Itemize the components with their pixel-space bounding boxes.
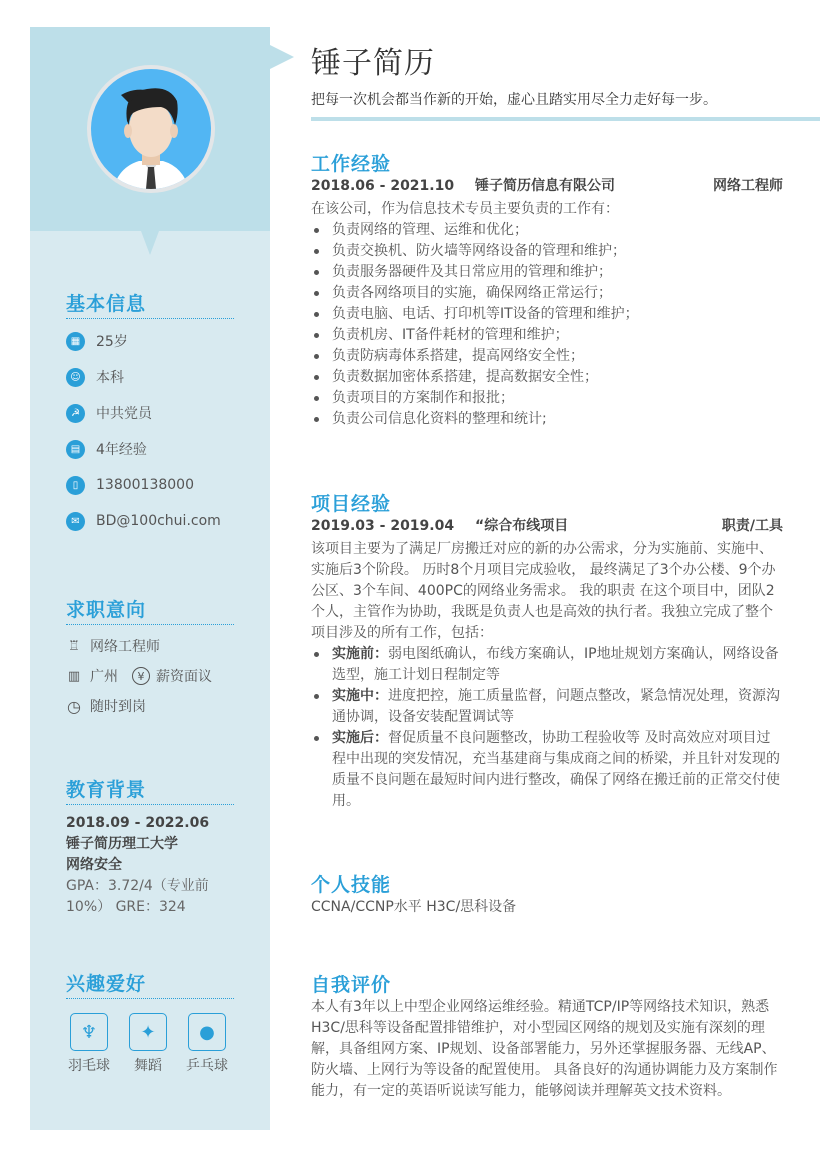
ping-pong-icon: ● <box>188 1013 226 1051</box>
list-item: 负责防病毒体系搭建，提高网络安全性； <box>311 346 783 367</box>
basic-info-title: 基本信息 <box>66 289 234 319</box>
phase-label: 实施前： <box>332 646 388 662</box>
badminton-icon: ♆ <box>70 1013 108 1051</box>
info-email-text[interactable]: BD@100chui.com <box>96 513 221 529</box>
intent-availability <box>66 691 234 721</box>
hobby-dance <box>129 1013 167 1075</box>
work-title: 工作经验 <box>311 153 392 175</box>
phase-label: 实施后： <box>332 730 388 746</box>
skills-section <box>311 873 783 918</box>
project-intro: 该项目主要为了满足厂房搬迁对应的新的办公需求，分为实施前、实施中、实施后3个阶段。 历时8个月项目完成验收， 最终满足了3个办公楼、9个办公区、3个车间、400PC的网络业务需求。 我的职责 在这个项目中，团队2个人，主管作为协助，我既是负责人也是高效的执行者。我独立完成了整个项目涉及的所有工作，包括： <box>311 541 776 641</box>
edu-gpa: GPA：3.72/4（专业前10%） GRE：324 <box>66 878 209 915</box>
calendar-icon: ▦ <box>66 332 85 351</box>
list-item: 负责服务器硬件及其日常应用的管理和维护； <box>311 262 783 283</box>
project-name: “综合布线项目 <box>475 518 569 534</box>
pointer-right <box>270 45 294 69</box>
list-item <box>311 644 783 686</box>
graduation-cap-icon: ☺ <box>66 368 85 387</box>
hobbies-title: 兴趣爱好 <box>66 969 234 999</box>
self-eval-text: 本人有3年以上中型企业网络运维经验。精通TCP/IP等网络技术知识，熟悉H3C/思科等设备配置排错维护，对小型园区网络的规划及实施有深刻的理解，具备组网方案、IP规划、设备部署能力，另外还掌握服务器、无线AP、防火墙、上网行为等设备的配置使用。 具备良好的沟通协调能力及方案制作能力，有一定的英语听说读写能力，能够阅读并理解英文技术资料。 <box>311 999 778 1099</box>
hobby-label: 羽毛球 <box>68 1058 110 1074</box>
education-title: 教育背景 <box>66 775 234 805</box>
phase-text: 督促质量不良问题整改，协助工程验收等 及时高效应对项目过程中出现的突发情况，充当基建商与集成商之间的桥梁，并且针对发现的质量不良问题在最短时间内进行整改，确保了网络在搬迁前的正常交付使用。 <box>332 730 780 809</box>
hobbies-section <box>66 969 234 1075</box>
self-eval-section <box>311 973 783 1102</box>
hobby-badminton <box>70 1013 108 1075</box>
intent-city-text: 广州 <box>90 669 118 685</box>
list-item: 负责各网络项目的实施，确保网络正常运行； <box>311 283 783 304</box>
info-degree-text: 本科 <box>96 370 124 386</box>
edu-dates: 2018.09 - 2022.06 <box>66 815 210 831</box>
list-item: 负责机房、IT备件耗材的管理和维护； <box>311 325 783 346</box>
project-title: 项目经验 <box>311 493 392 515</box>
list-item: 负责交换机、防火墙等网络设备的管理和维护； <box>311 241 783 262</box>
list-item <box>311 728 783 812</box>
work-section <box>311 152 783 430</box>
intent-position <box>66 631 234 661</box>
info-experience <box>66 431 234 467</box>
tie-icon: ♖ <box>68 638 80 654</box>
phone-icon: ▯ <box>66 476 85 495</box>
work-duties <box>311 220 783 430</box>
info-political-text: 中共党员 <box>96 406 152 422</box>
mail-icon: ✉ <box>66 512 85 531</box>
list-item: 负责电脑、电话、打印机等IT设备的管理和维护； <box>311 304 783 325</box>
profile-header <box>30 27 270 231</box>
clipboard-icon: ▤ <box>66 440 85 459</box>
project-dates: 2019.03 - 2019.04 <box>311 518 455 534</box>
info-age-text: 25岁 <box>96 334 128 350</box>
list-item: 负责项目的方案制作和报批； <box>311 388 783 409</box>
edu-major: 网络安全 <box>66 857 122 873</box>
header-divider <box>311 117 820 121</box>
info-age <box>66 323 234 359</box>
info-political <box>66 395 234 431</box>
intent-position-text: 网络工程师 <box>90 639 160 655</box>
edu-school: 锤子简历理工大学 <box>66 836 178 852</box>
hobby-label: 乒乓球 <box>186 1058 228 1074</box>
clock-icon: ◷ <box>67 696 81 716</box>
person-icon <box>91 69 211 189</box>
intent-city-salary <box>66 661 234 691</box>
yen-icon: ¥ <box>132 667 150 685</box>
avatar-illustration <box>91 69 211 189</box>
phase-label: 实施中： <box>332 688 388 704</box>
work-company: 锤子简历信息有限公司 <box>475 178 615 194</box>
skills-text: CCNA/CCNP水平 H3C/思科设备 <box>311 899 517 915</box>
work-dates: 2018.06 - 2021.10 <box>311 178 455 194</box>
basic-info-section <box>66 289 234 539</box>
work-header <box>311 176 783 196</box>
building-icon: ▥ <box>67 668 81 684</box>
info-degree <box>66 359 234 395</box>
project-phases <box>311 644 783 812</box>
avatar <box>87 65 215 193</box>
list-item <box>311 686 783 728</box>
list-item: 负责数据加密体系搭建，提高数据安全性； <box>311 367 783 388</box>
hobby-ping-pong <box>188 1013 226 1075</box>
intent-availability-text: 随时到岗 <box>90 699 146 715</box>
self-eval-title: 自我评价 <box>311 974 392 996</box>
project-section <box>311 492 783 812</box>
info-email <box>66 503 234 539</box>
hobby-label: 舞蹈 <box>134 1058 162 1074</box>
pointer-down <box>141 231 159 255</box>
intent-salary-text: 薪资面议 <box>156 669 212 685</box>
project-header <box>311 516 783 536</box>
info-phone <box>66 467 234 503</box>
sidebar <box>30 27 270 1130</box>
info-phone-text: 13800138000 <box>96 477 194 493</box>
job-intent-section <box>66 595 234 721</box>
phase-text: 弱电图纸确认，布线方案确认，IP地址规划方案确认，网络设备选型，施工计划日程制定等 <box>332 646 779 683</box>
resume-motto: 把每一次机会都当作新的开始，虚心且踏实用尽全力走好每一步。 <box>311 92 717 108</box>
resume-name: 锤子简历 <box>311 46 435 81</box>
dance-icon: ✦ <box>129 1013 167 1051</box>
skills-title: 个人技能 <box>311 874 392 896</box>
party-emblem-icon: ☭ <box>66 404 85 423</box>
project-role: 职责/工具 <box>721 518 783 534</box>
list-item: 负责公司信息化资料的整理和统计; <box>311 409 783 430</box>
phase-text: 进度把控，施工质量监督，问题点整改，紧急情况处理，资源沟通协调，设备安装配置调试等 <box>332 688 780 725</box>
job-intent-title: 求职意向 <box>66 595 234 625</box>
work-intro: 在该公司，作为信息技术专员主要负责的工作有： <box>311 201 619 217</box>
education-section <box>66 775 234 918</box>
list-item: 负责网络的管理、运维和优化； <box>311 220 783 241</box>
work-role: 网络工程师 <box>713 178 783 194</box>
info-experience-text: 4年经验 <box>96 442 147 458</box>
